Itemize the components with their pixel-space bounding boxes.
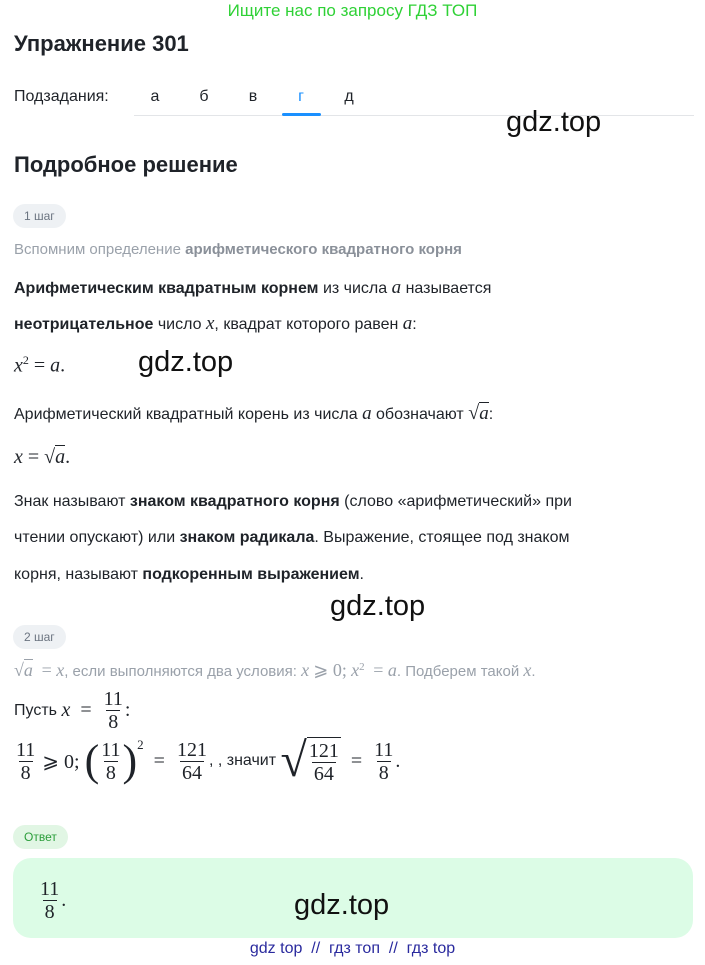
subtasks-label: Подзадания: (14, 88, 109, 105)
text-line-4: Знак называют знаком квадратного корня (слово «арифметический» при (14, 493, 572, 510)
let-x-line: Пусть x = $\frac{11}{8}$ : (14, 688, 131, 733)
formula-x-sqrt: x = √a. (14, 446, 71, 468)
tab-a[interactable]: а (150, 88, 160, 105)
step-badge: 1 шаг (13, 204, 66, 228)
step-badge: 2 шаг (13, 625, 66, 649)
formula-x-squared: $x^2 = a$. (14, 353, 66, 377)
definition-line-1: Арифметическим квадратным корнем из числа a называется (14, 277, 492, 298)
notation-line: Арифметический квадратный корень из числа a обозначают √a: (14, 402, 494, 424)
watermark: gdz.top (506, 106, 602, 138)
tab-v[interactable]: в (248, 88, 258, 105)
watermark: gdz.top (138, 346, 234, 378)
page-title: Упражнение 301 (14, 31, 189, 56)
step2-conditions: √a = x, если выполняются два условия: x ⩾ 0; $x^2 = a$. Подберем такой x. (14, 660, 536, 680)
watermark: gdz.top (330, 590, 426, 622)
tab-d[interactable]: д (344, 88, 354, 105)
text-line-5: чтении опускают) или знаком радикала. Выражение, стоящее под знаком (14, 529, 570, 546)
active-tab-indicator (282, 113, 321, 116)
answer-badge: Ответ (13, 825, 68, 849)
answer-value: $\frac{11}{8}$ . (40, 878, 67, 923)
solution-heading: Подробное решение (14, 152, 238, 177)
search-banner: Ищите нас по запросу ГДЗ ТОП (227, 1, 478, 20)
tab-b[interactable]: б (199, 88, 209, 105)
text-line-6: корня, называют подкоренным выражением. (14, 566, 364, 583)
computation-line: $\frac{11}{8}$ ⩾ 0; ( $\frac{11}{8}$ ) $^2$ = $\frac{121}{64}$ , , значит √ $\frac{121}{64}$ = $\frac{11}{8}$ . (16, 734, 401, 787)
footer-links: gdz top // гдз топ // гдз top (249, 940, 456, 957)
watermark: gdz.top (294, 889, 390, 921)
definition-line-2: неотрицательное число x, квадрат которого равен a: (14, 313, 417, 334)
tab-g[interactable]: г (298, 88, 304, 105)
step1-intro: Вспомним определение арифметического квадратного корня (14, 241, 462, 258)
subtasks-divider (134, 115, 694, 116)
